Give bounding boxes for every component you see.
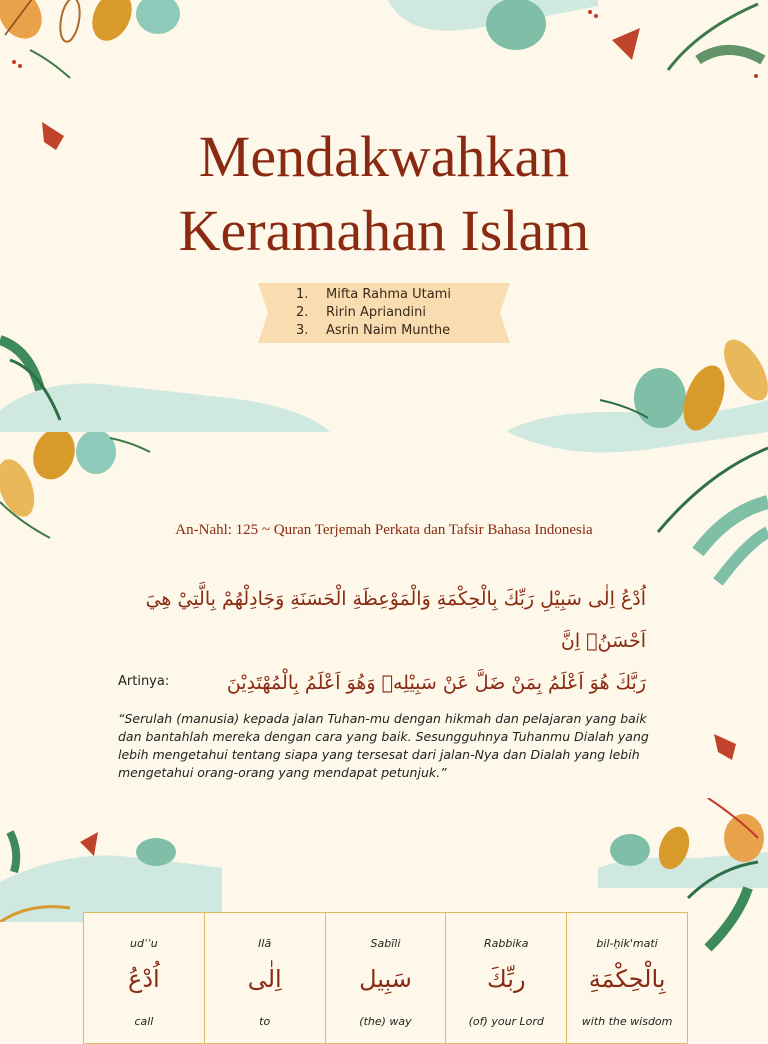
arabic-verse <box>110 578 646 704</box>
vocab-transliteration: Ilā <box>258 937 272 950</box>
foliage-slide2-bottom-left-illustration <box>0 812 230 922</box>
foliage-top-left-illustration <box>0 0 190 90</box>
vocab-arabic: ربِّكَ <box>487 965 526 993</box>
title-line-1: Mendakwahkan <box>198 124 570 189</box>
vocab-transliteration: udʿʿu <box>130 937 158 950</box>
title-line-2: Keramahan Islam <box>178 198 590 263</box>
verse-source: An-Nahl: 125 ~ Quran Terjemah Perkata dan Tafsir Bahasa Indonesia <box>175 522 593 538</box>
authors-list <box>296 286 451 340</box>
author-name: Asrin Naim Munthe <box>326 323 451 338</box>
author-item <box>296 322 451 340</box>
author-item <box>296 286 451 304</box>
title-slide <box>0 0 768 432</box>
vocab-transliteration: Sabīli <box>370 937 401 950</box>
vocab-transliteration: bil-ḥik'mati <box>596 937 658 950</box>
author-number: 3. <box>296 323 309 338</box>
vocab-arabic: اُدْعُ <box>128 965 160 993</box>
author-name: Ririn Apriandini <box>326 305 426 320</box>
arabic-verse-line-1: اُدْعُ اِلٰى سَبِيْلِ رَبِّكَ بِالْحِكْمَةِ وَالْمَوْعِظَةِ الْحَسَنَةِ وَجَادِلْهُمْ بِالَّتِيْ هِيَ اَحْسَنُۗ اِنَّ <box>145 588 646 652</box>
foliage-bottom-right-illustration <box>508 300 768 432</box>
vocab-meaning: (of) your Lord <box>468 1015 544 1028</box>
page-title <box>0 120 768 268</box>
red-leaf-icon <box>710 728 744 764</box>
vocab-transliteration: Rabbika <box>484 937 529 950</box>
author-name: Mifta Rahma Utami <box>326 287 451 302</box>
foliage-top-right-illustration <box>368 0 768 90</box>
author-number: 2. <box>296 305 309 320</box>
translation-label: Artinya: <box>118 674 170 689</box>
vocab-meaning: with the wisdom <box>581 1015 673 1028</box>
vocab-meaning: to <box>259 1015 271 1028</box>
vocab-meaning: (the) way <box>359 1015 412 1028</box>
vocab-meaning: call <box>134 1015 154 1028</box>
vocab-arabic: اِلٰى <box>247 965 282 993</box>
translation-text: “Serulah (manusia) kepada jalan Tuhan-mu dengan hikmah dan pelajaran yang baik dan bantahlah mereka dengan cara yang baik. Sesungguhnya Tuhanmu Dialah yang lebih mengetahui tentang siapa yang tersesat dari jalan-Nya dan Dialah yang lebih mengetahui orang-orang yang mendapat petunjuk.” <box>118 711 649 780</box>
author-number: 1. <box>296 287 309 302</box>
arabic-verse-line-2: رَبَّكَ هُوَ اَعْلَمُ بِمَنْ ضَلَّ عَنْ سَبِيْلِهٖ وَهُوَ اَعْلَمُ بِالْمُهْتَدِيْنَ <box>226 672 646 694</box>
author-item <box>296 304 451 322</box>
foliage-slide2-top-right-illustration <box>508 432 768 592</box>
vocab-arabic: سَبِيل <box>359 965 412 993</box>
word-by-word-table <box>83 912 688 1044</box>
vocab-arabic: بِالْحِكْمَةِ <box>588 965 666 993</box>
